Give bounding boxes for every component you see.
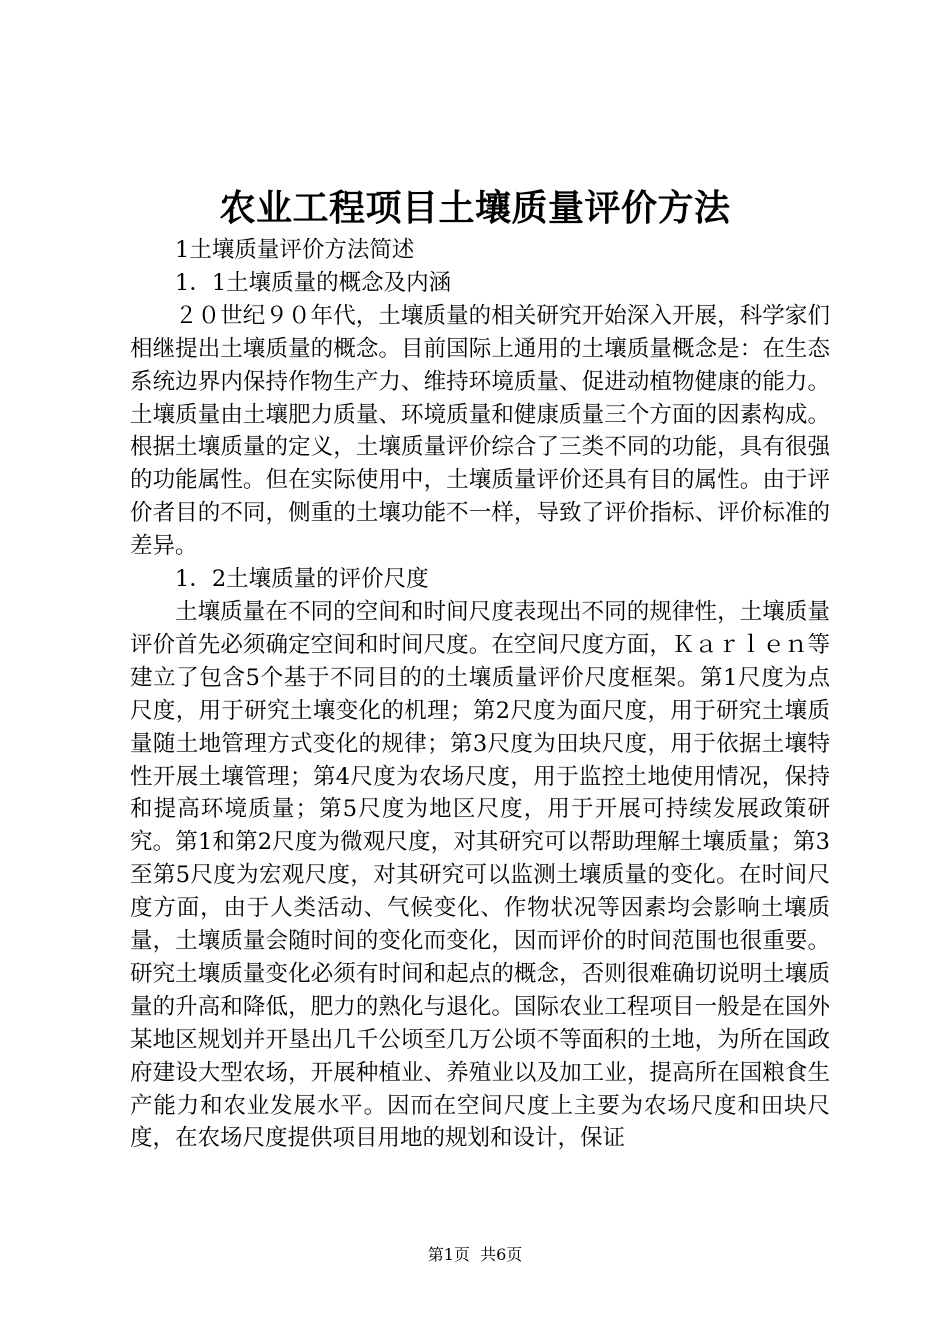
document-body [130, 234, 830, 1155]
page-footer: 第1页 共6页 [427, 1245, 523, 1264]
subsection-heading-1-2: 1．2土壤质量的评价尺度 [175, 566, 429, 593]
document-title: 农业工程项目土壤质量评价方法 [219, 187, 731, 229]
body-paragraph: 土壤质量在不同的空间和时间尺度表现出不同的规律性，土壤质量评价首先必须确定空间和时间尺度。在空间尺度方面，Ｋａｒｌｅｎ等建立了包含5个基于不同目的的土壤质量评价尺度框架。第1尺度为点尺度，用于研究土壤变化的机理；第2尺度为面尺度，用于研究土壤质量随土地管理方式变化的规律；第3尺度为田块尺度，用于依据土壤特性开展土壤管理；第4尺度为农场尺度，用于监控土地使用情况，保持和提高环境质量；第5尺度为地区尺度，用于开展可持续发展政策研究。第1和第2尺度为微观尺度，对其研究可以帮助理解土壤质量；第3至第5尺度为宏观尺度，对其研究可以监测土壤质量的变化。在时间尺度方面，由于人类活动、气候变化、作物状况等因素均会影响土壤质量，土壤质量会随时间的变化而变化，因而评价的时间范围也很重要。研究土壤质量变化必须有时间和起点的概念，否则很难确切说明土壤质量的升高和降低，肥力的熟化与退化。国际农业工程项目一般是在国外某地区规划并开垦出几千公顷至几万公顷不等面积的土地，为所在国政府建设大型农场，开展种植业、养殖业以及加工业，提高所在国粮食生产能力和农业发展水平。因而在空间尺度上主要为农场尺度和田块尺度，在农场尺度提供项目用地的规划和设计，保证 [130, 598, 830, 1152]
subsection-heading-1-1: 1．1土壤质量的概念及内涵 [175, 269, 452, 296]
section-heading-1: 1土壤质量评价方法简述 [175, 237, 415, 263]
body-paragraph: ２０世纪９０年代，土壤质量的相关研究开始深入开展，科学家们相继提出土壤质量的概念。目前国际上通用的土壤质量概念是：在生态系统边界内保持作物生产力、维持环境质量、促进动植物健康的能力。土壤质量由土壤肥力质量、环境质量和健康质量三个方面的因素构成。根据土壤质量的定义，土壤质量评价综合了三类不同的功能，具有很强的功能属性。但在实际使用中，土壤质量评价还具有目的属性。由于评价者目的不同，侧重的土壤功能不一样，导致了评价指标、评价标准的差异。 [130, 302, 830, 560]
